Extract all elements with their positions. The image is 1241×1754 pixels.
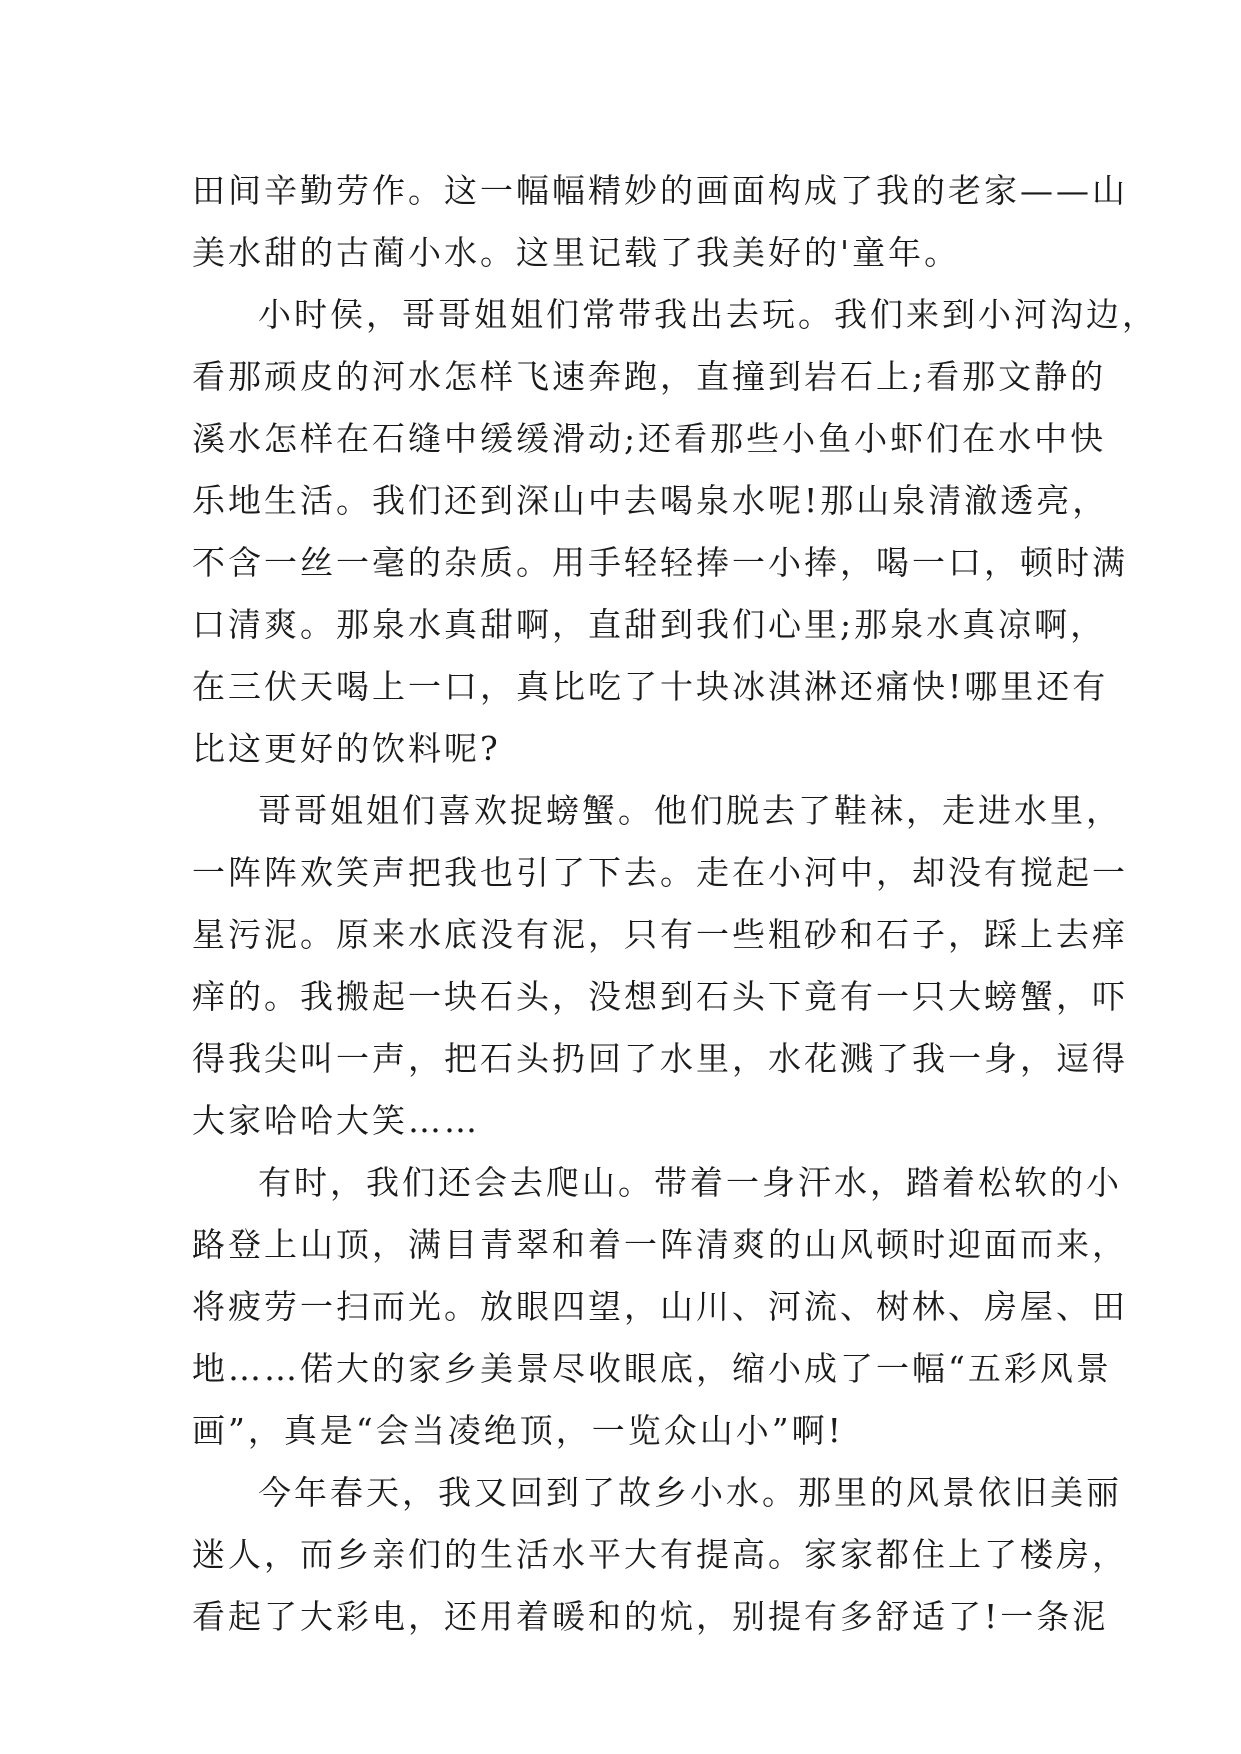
text-line: 地……偌大的家乡美景尽收眼底，缩小成了一幅“五彩风景 (192, 1349, 1112, 1388)
text-line: 不含一丝一毫的杂质。用手轻轻捧一小捧，喝一口，顿时满 (192, 543, 1128, 582)
text-line: 有时，我们还会去爬山。带着一身汗水，踏着松软的小 (258, 1163, 1122, 1202)
text-line: 看起了大彩电，还用着暖和的炕，别提有多舒适了!一条泥 (192, 1597, 1109, 1636)
text-line: 星污泥。原来水底没有泥，只有一些粗砂和石子，踩上去痒 (192, 915, 1128, 954)
text-line: 乐地生活。我们还到深山中去喝泉水呢!那山泉清澈透亮， (192, 481, 1109, 520)
text-line: 今年春天，我又回到了故乡小水。那里的风景依旧美丽 (258, 1473, 1122, 1512)
text-line: 一阵阵欢笑声把我也引了下去。走在小河中，却没有搅起一 (192, 853, 1128, 892)
text-line: 哥哥姐姐们喜欢捉螃蟹。他们脱去了鞋袜，走进水里， (258, 791, 1122, 830)
text-line: 美水甜的古蔺小水。这里记载了我美好的'童年。 (192, 233, 961, 272)
text-line: 画”，真是“会当凌绝顶，一览众山小”啊! (192, 1411, 844, 1450)
text-line: 溪水怎样在石缝中缓缓滑动;还看那些小鱼小虾们在水中快 (192, 419, 1107, 458)
essay-body (192, 160, 1158, 1648)
text-line: 大家哈哈大笑…… (192, 1101, 480, 1140)
text-line: 在三伏天喝上一口，真比吃了十块冰淇淋还痛快!哪里还有 (192, 667, 1109, 706)
text-line: 路登上山顶，满目青翠和着一阵清爽的山风顿时迎面而来， (192, 1225, 1128, 1264)
text-line: 迷人，而乡亲们的生活水平大有提高。家家都住上了楼房， (192, 1535, 1128, 1574)
text-line: 痒的。我搬起一块石头，没想到石头下竟有一只大螃蟹，吓 (192, 977, 1128, 1016)
text-line: 看那顽皮的河水怎样飞速奔跑，直撞到岩石上;看那文静的 (192, 357, 1107, 396)
text-line: 田间辛勤劳作。这一幅幅精妙的画面构成了我的老家——山 (192, 171, 1128, 210)
text-line: 口清爽。那泉水真甜啊，直甜到我们心里;那泉水真凉啊， (192, 605, 1107, 644)
text-line: 将疲劳一扫而光。放眼四望，山川、河流、树林、房屋、田 (192, 1287, 1128, 1326)
text-line: 得我尖叫一声，把石头扔回了水里，水花溅了我一身，逗得 (192, 1039, 1128, 1078)
text-line: 比这更好的饮料呢? (192, 729, 501, 768)
text-line: 小时侯，哥哥姐姐们常带我出去玩。我们来到小河沟边， (258, 295, 1158, 334)
